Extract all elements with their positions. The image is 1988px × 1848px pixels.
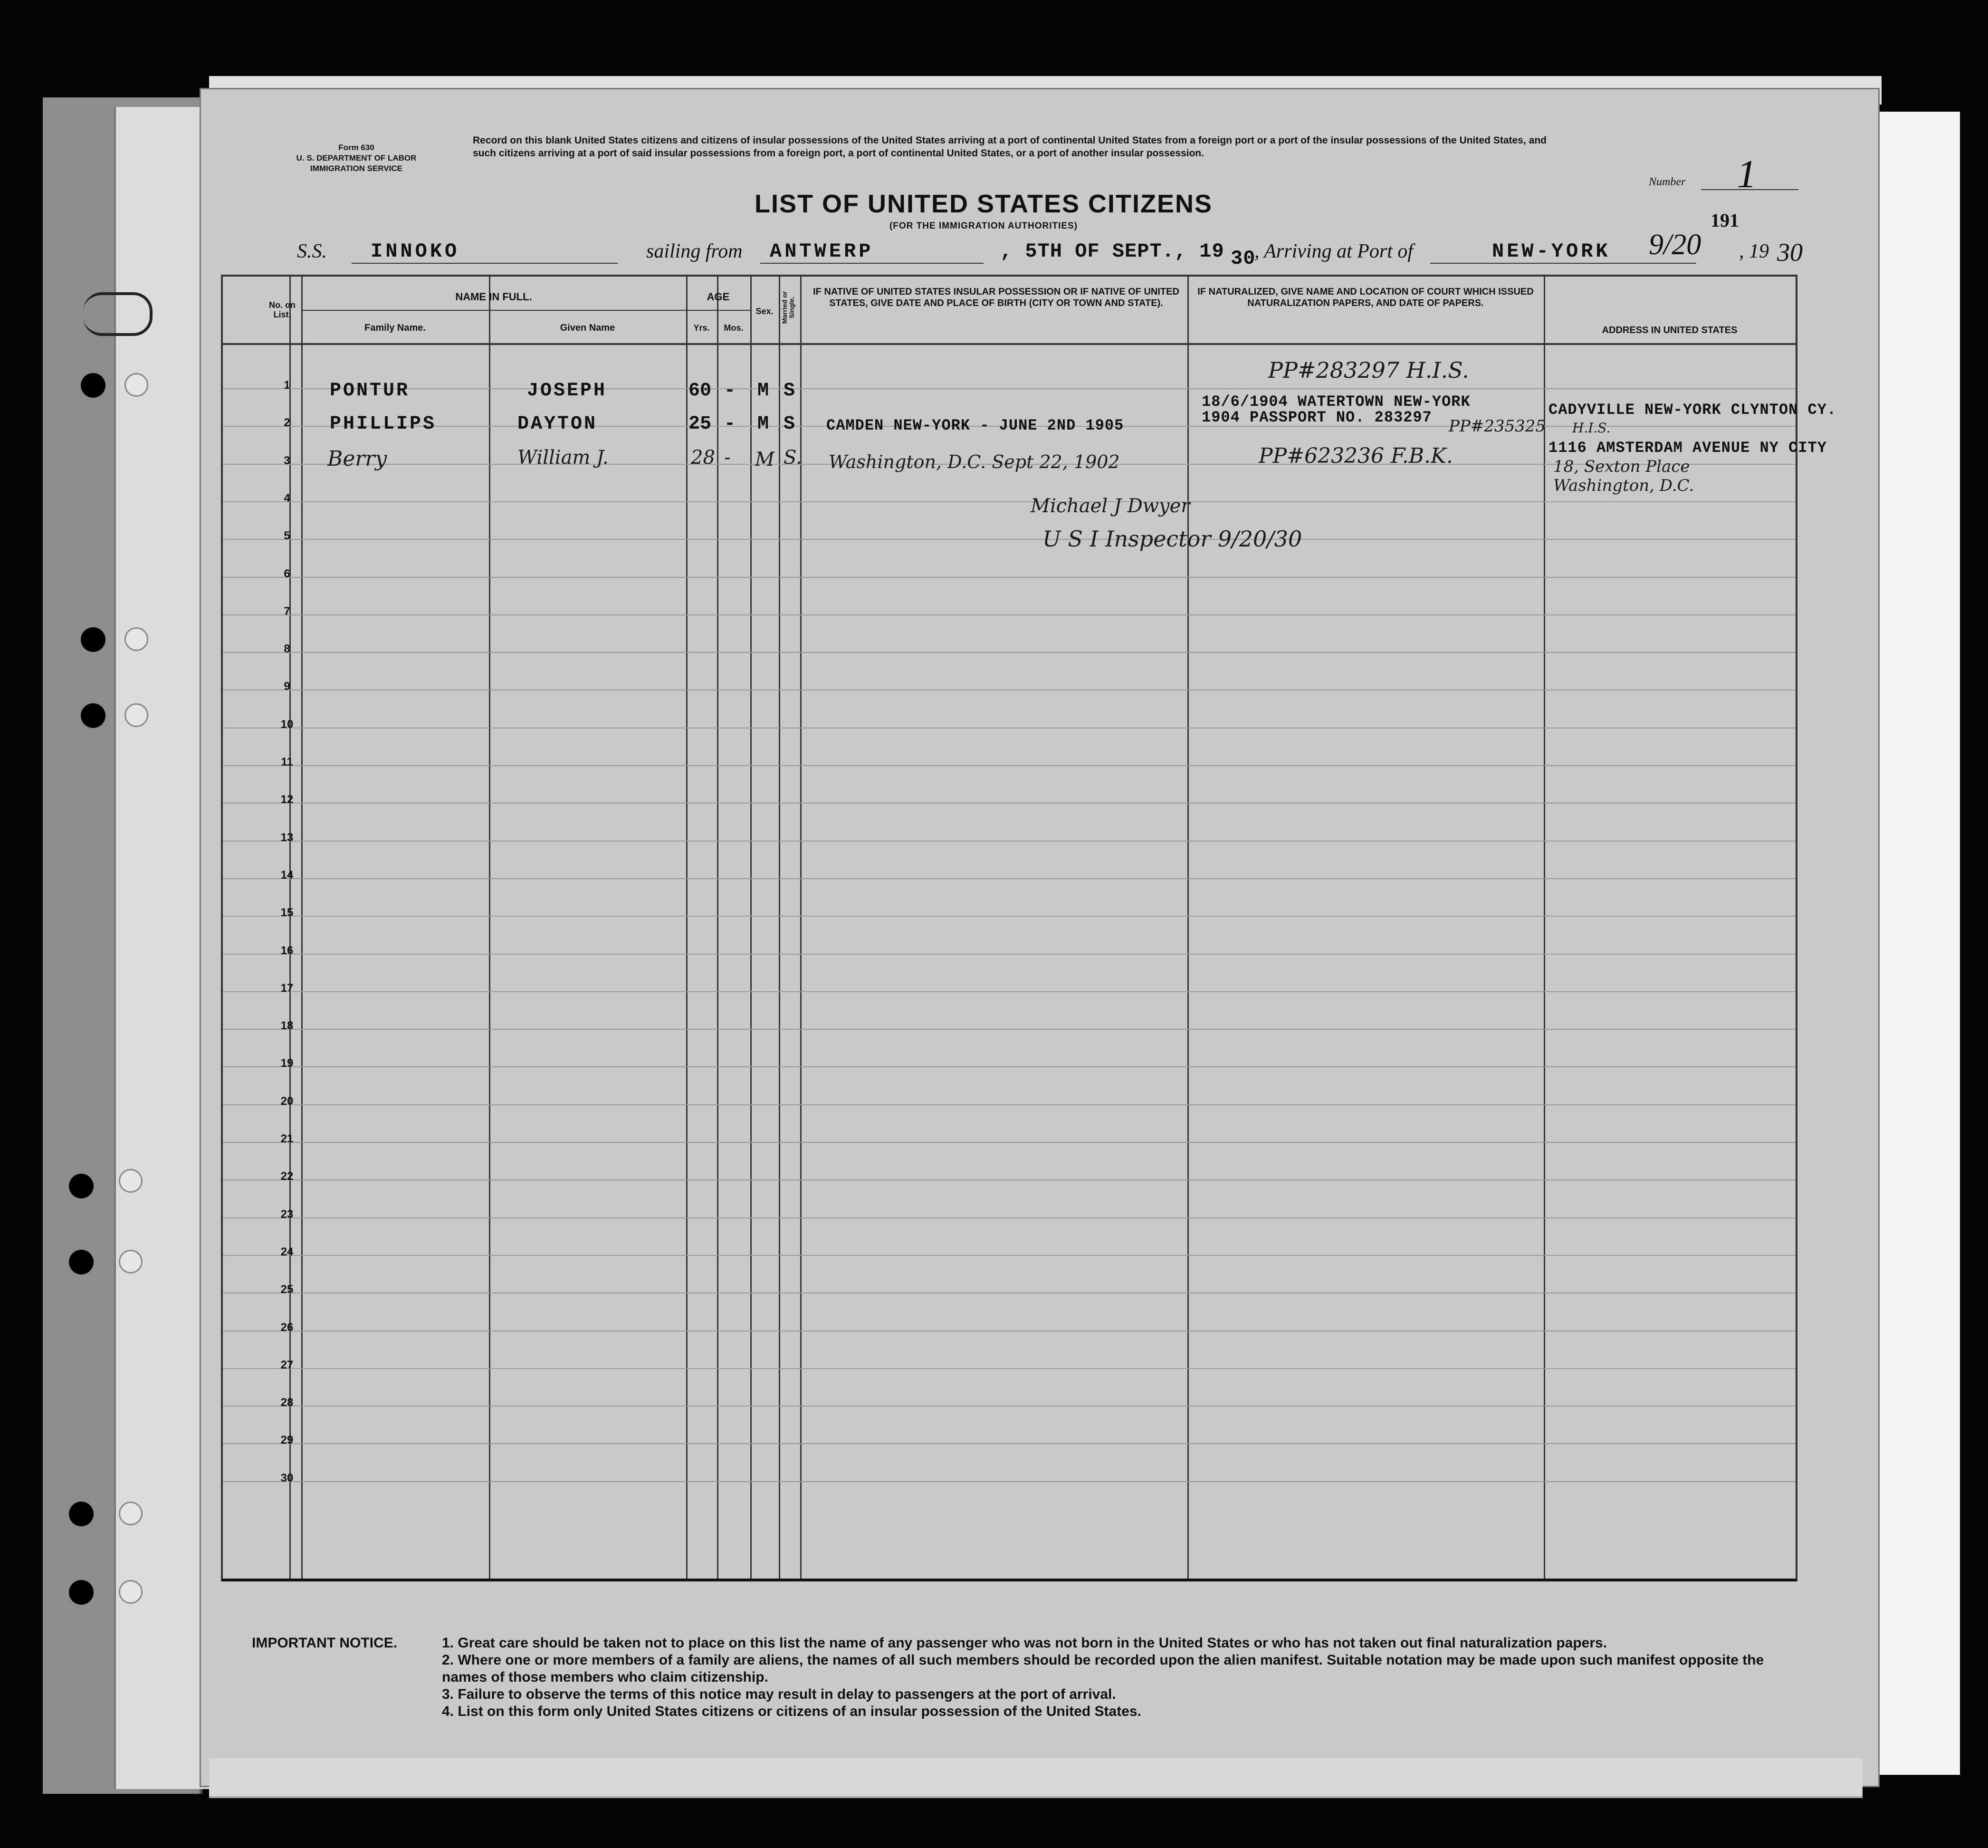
punch-hole [119,1502,143,1525]
entry-2-married: S [784,413,797,435]
entry-1-married: S [784,380,797,402]
sailing-year: 30 [1231,247,1256,270]
arrival-year-prefix: , 19 [1739,240,1769,262]
row-number: 19 [280,1057,294,1070]
number-label: Number [1649,176,1686,188]
punch-hole [124,627,148,651]
year-stamp: 191 [1711,210,1739,231]
punch-hole [69,1174,94,1198]
manifest-table [221,275,1837,1581]
sailing-date: , 5TH OF SEPT., 19 [1000,240,1224,263]
row-line [223,614,1796,615]
inspector-signature: Michael J Dwyer [1031,495,1190,517]
arrival-year: 30 [1777,238,1803,267]
ship-underline [352,263,618,264]
col-divider [779,277,780,1579]
header-no-on-list: No. on List. [269,300,296,319]
row-line [223,388,1796,389]
age-subdivider [686,310,750,311]
entry-3-address-1: 18, Sexton Place [1553,457,1690,476]
binder-strip [114,107,213,1789]
col-divider [717,277,718,1579]
entry-1-naturalized-2: 1904 PASSPORT NO. 283297 [1202,409,1432,426]
underlying-page-bottom [209,1758,1863,1798]
row-line [223,1104,1796,1105]
notice-item-2: 2. Where one or more members of a family are aliens, the names of all such members should be recorded upon the alien manifest. Suitable notation may be made upon such manifest opposite the names of those members who claim citizenship. [442,1652,1764,1685]
row-number: 30 [280,1471,294,1484]
entry-2-address-note: H.I.S. [1572,420,1611,436]
row-line [223,539,1796,540]
punch-hole [69,1502,94,1526]
row-number: 20 [280,1094,294,1108]
row-number: 1 [284,379,290,392]
row-line [223,1066,1796,1067]
row-line [223,878,1796,879]
row-line [223,501,1796,502]
ship-name: INNOKO [371,240,460,263]
row-number: 15 [280,906,294,919]
header-divider [223,343,1796,345]
row-line [223,1142,1796,1143]
header-age: AGE [707,291,730,303]
row-number: 21 [280,1132,294,1145]
inspector-title: U S I Inspector 9/20/30 [1042,526,1302,552]
ss-label: S.S. [297,240,327,262]
header-naturalized: IF NATURALIZED, GIVE NAME AND LOCATION OF COURT WHICH ISSUED NATURALIZATION PAPERS, AND DATE OF PAPERS. [1197,287,1534,308]
row-number: 17 [280,981,294,995]
row-line [223,803,1796,804]
col-divider [301,277,303,1579]
row-line [223,1255,1796,1256]
row-line [223,689,1796,690]
port-from-underline [760,263,984,264]
col-divider [1187,277,1189,1579]
punch-hole [124,373,148,397]
number-underline [1701,189,1798,190]
row-line [223,1481,1796,1482]
row-number: 14 [280,868,294,881]
row-number: 18 [280,1019,294,1033]
punch-hole [81,627,105,652]
name-subdivider [301,310,686,311]
row-line [223,1443,1796,1444]
row-number: 27 [280,1358,294,1371]
entry-1-naturalized-1: 18/6/1904 WATERTOWN NEW-YORK [1202,393,1471,411]
port-from: ANTWERP [770,240,874,263]
notice-item-4: 4. List on this form only United States citizens or citizens of an insular possession of the United States. [442,1704,1141,1719]
header-mos: Mos. [724,323,744,333]
department: U. S. DEPARTMENT OF LABOR [296,153,417,163]
binder-ring [83,292,153,336]
notice-item-1: 1. Great care should be taken not to place on this list the name of any passenger who was not born in the United States or who has not taken out final naturalization papers. [442,1635,1607,1651]
punch-hole [124,703,148,727]
entry-2-family: PHILLIPS [330,413,437,435]
row-number: 24 [280,1245,294,1258]
row-number: 23 [280,1207,294,1221]
entry-2-sex: M [757,413,771,435]
row-number: 9 [284,680,290,693]
entry-1-address: CADYVILLE NEW-YORK CLYNTON CY. [1548,401,1837,419]
header-name-in-full: NAME IN FULL. [455,291,532,303]
row-line [223,577,1796,578]
header-married: Married or Single. [781,291,795,324]
entry-3-mos: - [724,447,731,469]
row-line [223,841,1796,842]
service: IMMIGRATION SERVICE [310,164,402,173]
punch-hole [119,1169,143,1193]
header-yrs: Yrs. [693,323,710,333]
entry-1-sex: M [757,380,771,402]
row-number: 8 [284,642,290,656]
row-line [223,1368,1796,1369]
entry-3-sex: M [755,449,774,470]
row-line [223,1029,1796,1030]
entry-3-married: S. [784,447,802,469]
entry-3-family: Berry [327,447,387,471]
row-line [223,916,1796,917]
entry-2-mos: - [724,413,738,435]
col-divider [289,277,291,1579]
arriving-label: , Arriving at Port of [1254,240,1414,262]
col-divider [489,277,490,1579]
header-given-name: Given Name [560,323,615,333]
entry-2-given: DAYTON [517,413,598,435]
row-line [223,954,1796,955]
entry-2-address: 1116 AMSTERDAM AVENUE NY CITY [1548,439,1827,457]
notice-items [442,1635,1796,1720]
entry-3-passport-note: PP#623236 F.B.K. [1259,444,1453,468]
punch-hole [81,703,105,728]
row-line [223,1217,1796,1218]
entry-1-mos: - [724,380,738,402]
right-page-edge [1870,112,1960,1775]
form-number: Form 630 [338,143,374,152]
row-number: 5 [284,529,290,543]
entry-3-yrs: 28 [691,447,715,469]
row-line [223,1179,1796,1180]
entry-1-passport-note: PP#283297 H.I.S. [1268,357,1469,383]
row-number: 26 [280,1321,294,1334]
row-number: 29 [280,1434,294,1447]
row-number: 12 [280,793,294,806]
col-divider [800,277,802,1579]
header-address: ADDRESS IN UNITED STATES [1602,325,1738,335]
row-number: 10 [280,718,294,731]
header-birth: IF NATIVE OF UNITED STATES INSULAR POSSESSION OR IF NATIVE OF UNITED STATES, GIVE DATE AND PLACE OF BIRTH (CITY OR TOWN AND STATE). [813,287,1179,308]
punch-hole [69,1580,94,1605]
row-number: 25 [280,1283,294,1296]
port-to-underline [1430,263,1696,264]
row-number: 28 [280,1396,294,1409]
entry-2-passport-note: PP#235325 [1449,417,1546,436]
row-line [223,1406,1796,1407]
entry-1-family: PONTUR [330,380,410,402]
row-number: 16 [280,944,294,957]
row-number: 22 [280,1170,294,1183]
entry-3-address-2: Washington, D.C. [1553,476,1694,495]
page-title: LIST OF UNITED STATES CITIZENS [755,190,1213,218]
row-number: 7 [284,604,290,618]
header-family-name: Family Name. [364,323,426,333]
row-number: 6 [284,567,290,580]
sailing-label: sailing from [646,240,743,262]
entry-3-given: William J. [517,447,609,469]
punch-hole [119,1580,143,1604]
entry-2-yrs: 25 [688,413,712,435]
row-number: 4 [284,491,290,505]
row-line [223,652,1796,653]
page-subtitle: (FOR THE IMMIGRATION AUTHORITIES) [889,221,1078,231]
entry-3-birth: Washington, D.C. Sept 22, 1902 [829,451,1120,472]
notice-item-3: 3. Failure to observe the terms of this notice may result in delay to passengers at the port of arrival. [442,1686,1116,1702]
port-to: NEW-YORK [1492,240,1611,263]
row-line [223,765,1796,766]
col-divider [750,277,752,1579]
row-line [223,991,1796,992]
row-number: 3 [284,454,290,467]
notice-heading: IMPORTANT NOTICE. [252,1635,398,1651]
row-number: 13 [280,831,294,844]
row-number: 11 [281,756,293,768]
entry-2-birth: CAMDEN NEW-YORK - JUNE 2ND 1905 [826,417,1124,434]
row-number: 2 [284,416,290,430]
form-info [276,143,437,174]
entry-1-given: JOSEPH [527,380,607,402]
punch-hole [81,373,105,398]
punch-hole [69,1250,94,1274]
number-value: 1 [1737,152,1757,196]
col-divider [686,277,688,1579]
record-instructions: Record on this blank United States citizens and citizens of insular possessions of the United States arriving at a port of continental United States from a foreign port or a port of the insular possessions of the United States, and such citizens arriving at a port of said insular possessions from a foreign port, a port of continental United States, or a port of another insular possession. [473,135,1547,159]
arrival-date: 9/20 [1649,229,1701,261]
col-divider [1544,277,1545,1579]
header-sex: Sex. [755,306,774,316]
punch-hole [119,1250,143,1273]
entry-1-yrs: 60 [688,380,712,402]
